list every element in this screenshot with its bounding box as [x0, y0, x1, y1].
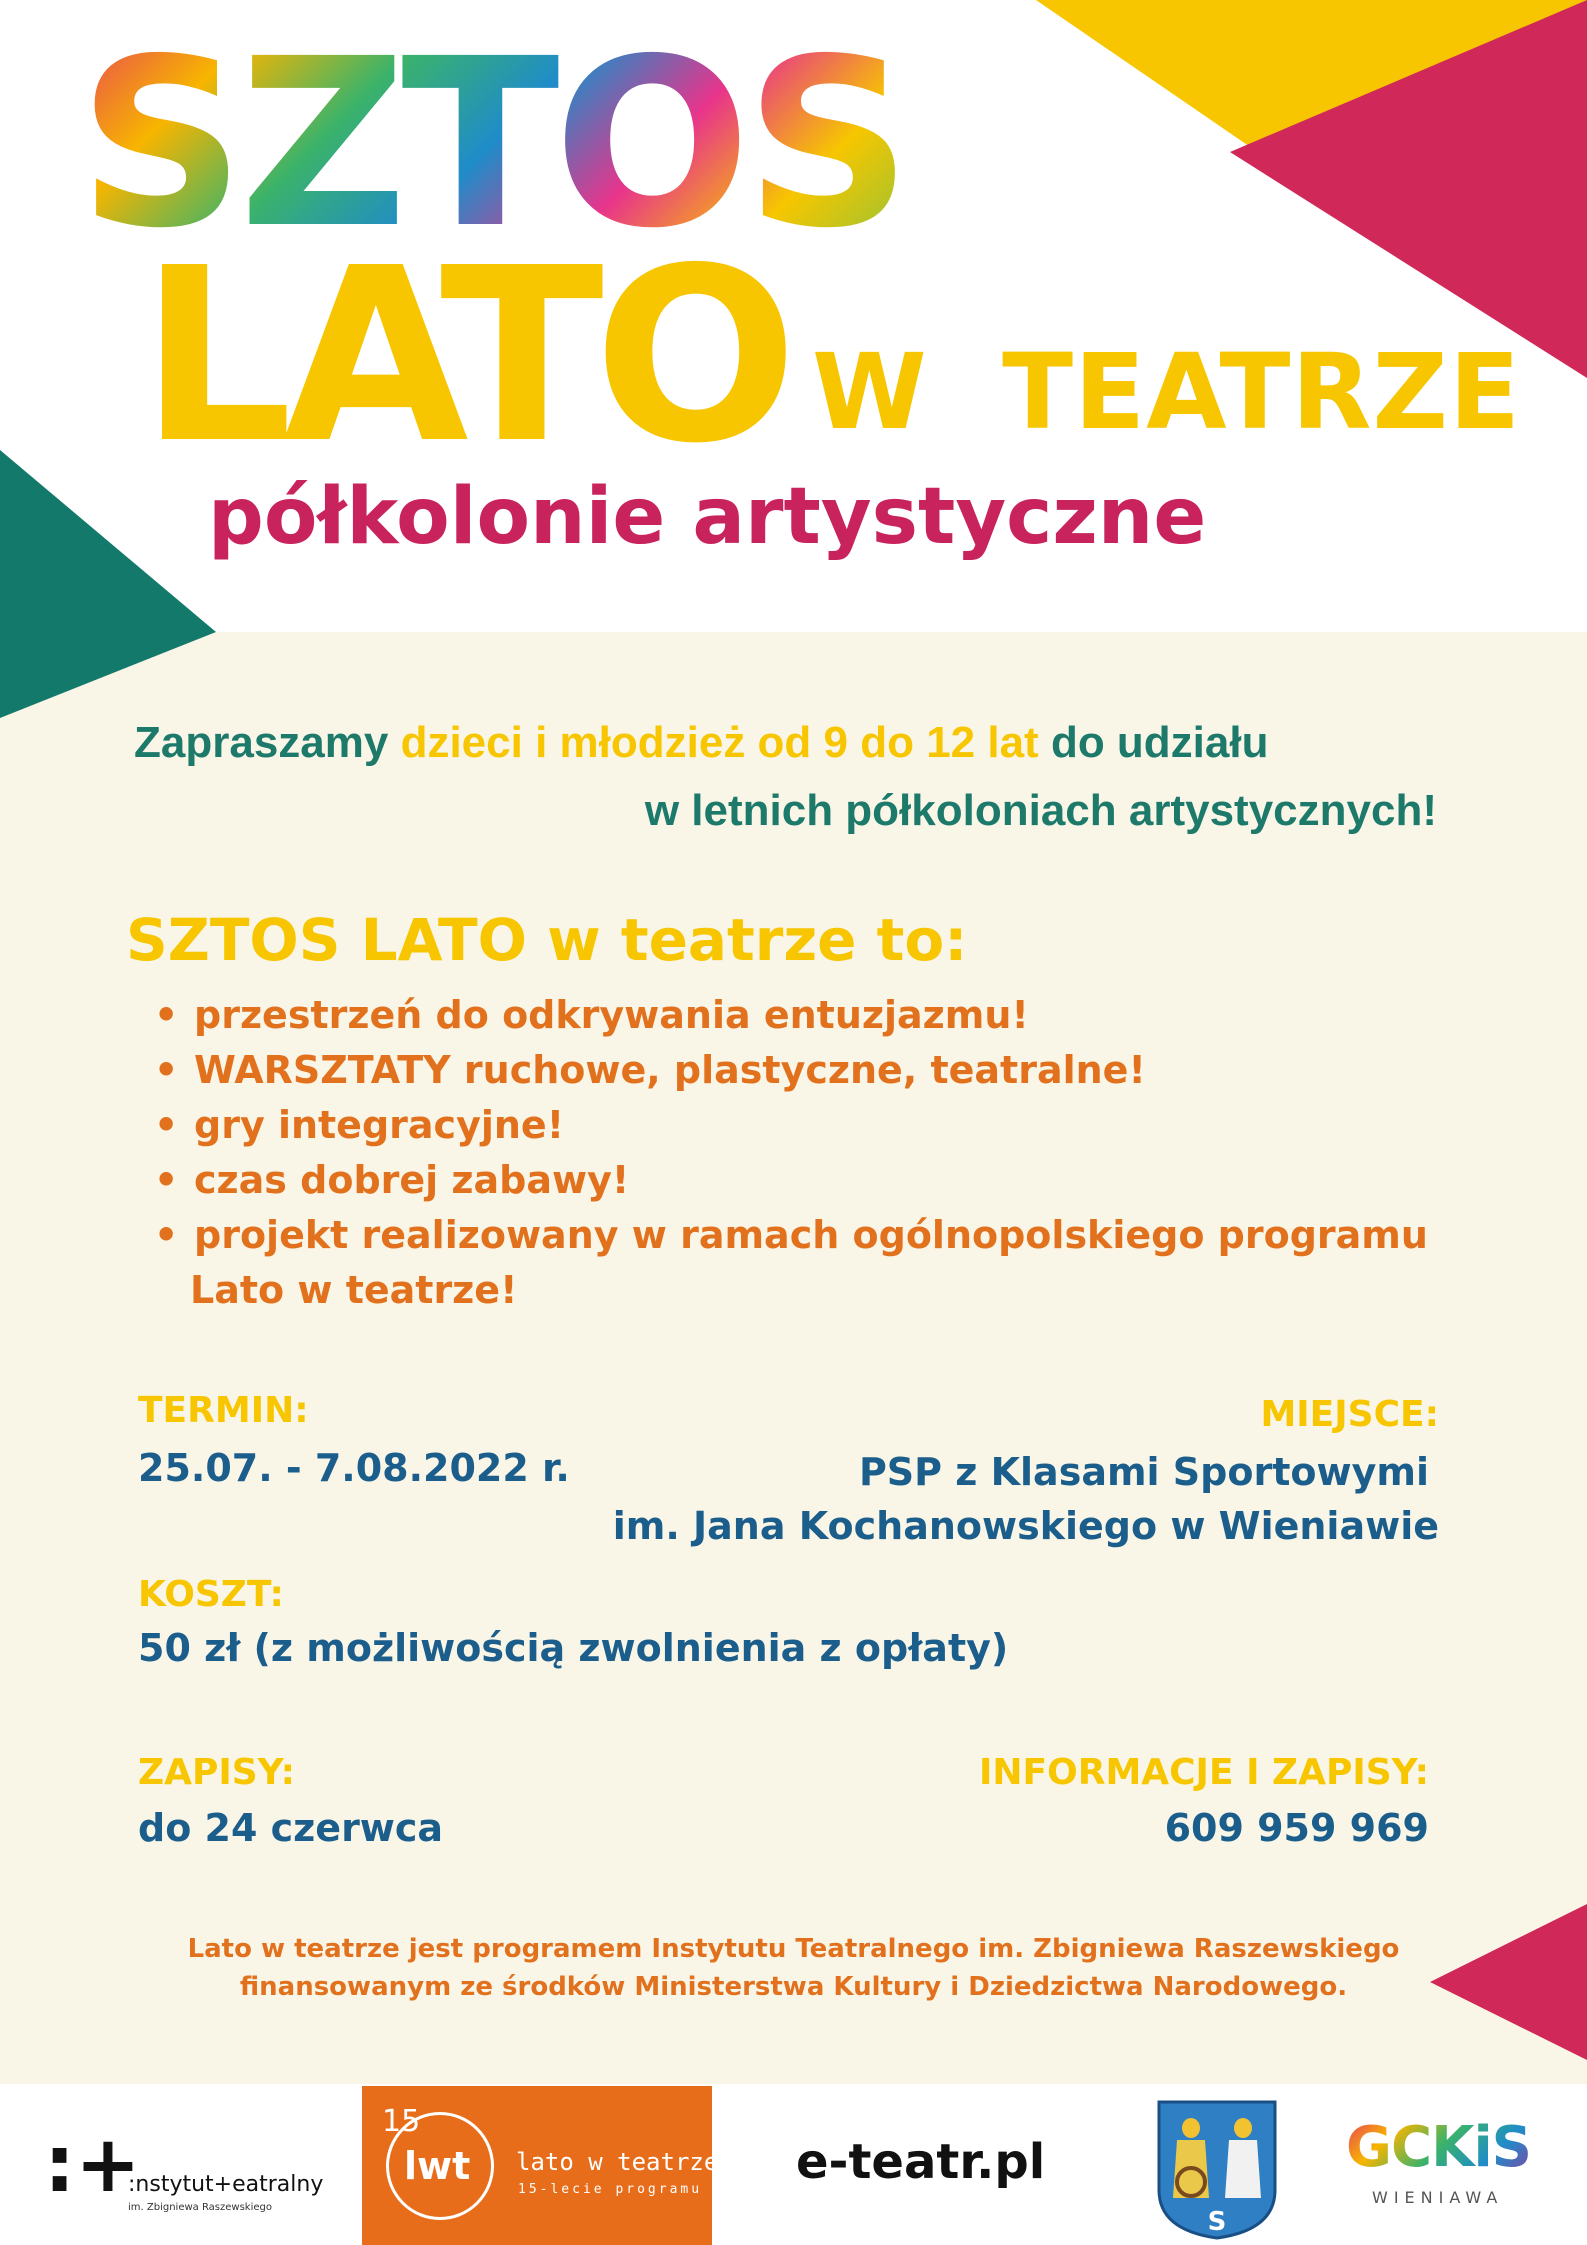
features-list: [150, 988, 1428, 1318]
list-item-continuation: Lato w teatrze!: [190, 1268, 518, 1312]
info-label: INFORMACJE I ZAPISY:: [979, 1752, 1429, 1793]
info-value: 609 959 969: [1164, 1806, 1429, 1850]
lwt-mark: lwt: [404, 2144, 471, 2188]
gckis-logo: [1346, 2115, 1536, 2220]
termin-label: TERMIN:: [138, 1390, 309, 1431]
e-teatr-logo: e-teatr.pl: [796, 2134, 1046, 2190]
subtitle: półkolonie artystyczne: [208, 472, 1207, 562]
intro-line-2: w letnich półkoloniach artystycznych!: [644, 786, 1437, 835]
lwt-number: 15: [382, 2104, 421, 2139]
intro-line-1: Zapraszamy dzieci i młodzież od 9 do 12 lat do udziału: [134, 718, 1269, 767]
svg-text:S: S: [1207, 2207, 1227, 2237]
list-item: • przestrzeń do odkrywania entuzjazmu!: [150, 988, 1428, 1043]
gckis-sub: WIENIAWA: [1372, 2188, 1504, 2207]
miejsce-line-1: PSP z Klasami Sportowymi: [858, 1450, 1429, 1494]
zapisy-value: do 24 czerwca: [138, 1806, 444, 1850]
list-item: • gry integracyjne!: [150, 1098, 1428, 1153]
list-item: • WARSZTATY ruchowe, plastyczne, teatralne!: [150, 1043, 1428, 1098]
miejsce-label: MIEJSCE:: [1260, 1394, 1439, 1435]
instytut-sub: im. Zbigniewa Raszewskiego: [128, 2202, 272, 2213]
wieniawa-crest-icon: [1155, 2098, 1279, 2240]
list-item: • projekt realizowany w ramach ogólnopolskiego programu: [150, 1208, 1428, 1263]
koszt-value: 50 zł (z możliwością zwolnienia z opłaty): [138, 1626, 1009, 1670]
title-sztos: SZTOS: [78, 9, 906, 279]
miejsce-line-2: im. Jana Kochanowskiego w Wieniawie: [612, 1504, 1439, 1548]
termin-value: 25.07. - 7.08.2022 r.: [138, 1446, 570, 1490]
intro-highlight: dzieci i młodzież od 9 do 12 lat: [400, 718, 1039, 767]
koszt-label: KOSZT:: [138, 1574, 284, 1615]
gckis-name: GCKiS: [1346, 2115, 1531, 2180]
instytut-name: :nstytut+eatralny: [128, 2172, 324, 2197]
program-credit: Lato w teatrze jest programem Instytutu Teatralnego im. Zbigniewa Raszewskiego finansowanym ze środków Ministerstwa Kultury i Dziedzictwa Narodowego.: [187, 1934, 1400, 2002]
zapisy-label: ZAPISY:: [138, 1752, 296, 1793]
list-item: • czas dobrej zabawy!: [150, 1153, 1428, 1208]
title-lato: LATO: [140, 216, 788, 496]
lwt-name: lato w teatrze: [516, 2148, 719, 2176]
features-heading: SZTOS LATO w teatrze to:: [126, 906, 968, 974]
lato-w-teatrze-logo: [362, 2086, 719, 2245]
lwt-sub: 15-lecie programu: [518, 2182, 703, 2197]
title-w-teatrze: W TEATRZE: [812, 331, 1522, 453]
instytut-symbol: :+: [44, 2120, 141, 2210]
instytut-teatralny-logo: [44, 2120, 344, 2216]
